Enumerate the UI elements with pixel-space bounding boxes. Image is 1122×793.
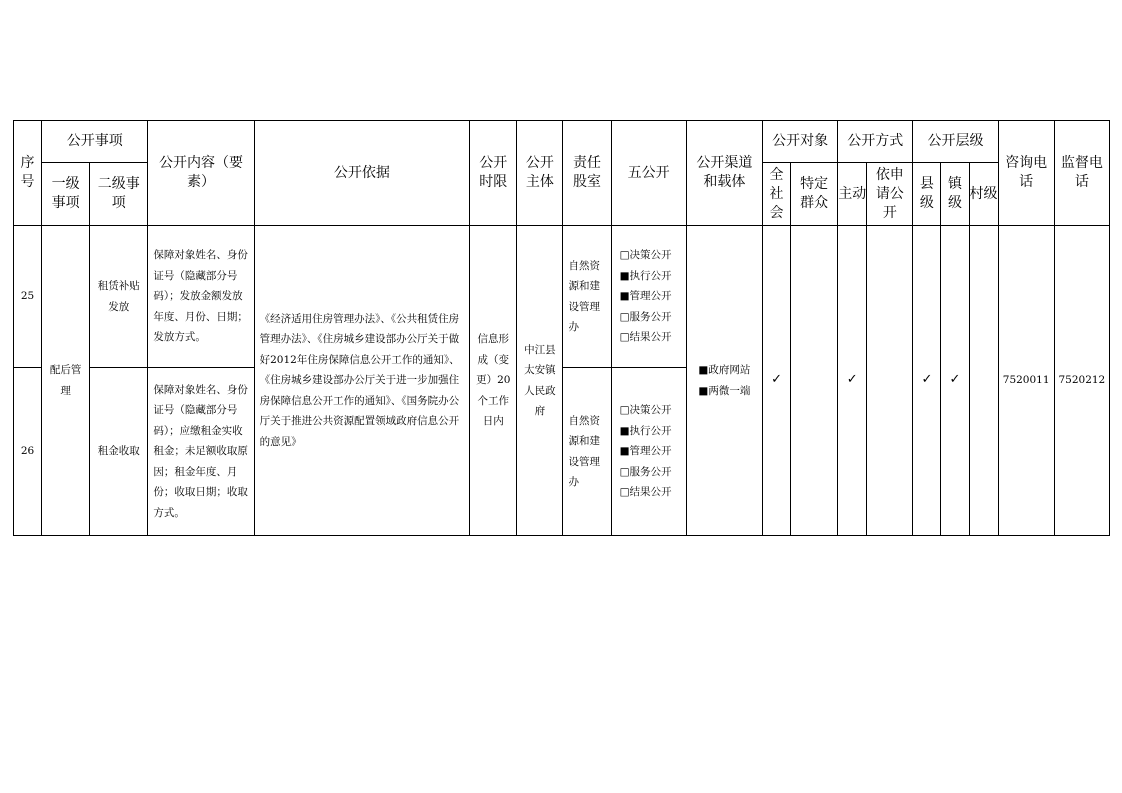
header-five: 五公开 xyxy=(611,121,686,226)
five-item: □服务公开 xyxy=(619,465,672,478)
header-basis: 公开依据 xyxy=(254,121,470,226)
row-seq: 25 xyxy=(14,226,42,368)
row-time-limit: 信息形成（变更）20个工作日内 xyxy=(470,226,517,536)
row-consult-phone: 7520011 xyxy=(998,226,1054,536)
row-supervise-phone: 7520212 xyxy=(1054,226,1109,536)
row-channel xyxy=(686,226,762,536)
check-active-icon: ✓ xyxy=(838,226,867,536)
header-town: 镇级 xyxy=(941,163,969,226)
check-county-icon: ✓ xyxy=(913,226,941,536)
header-subject: 公开主体 xyxy=(517,121,563,226)
row-level1: 配后管理 xyxy=(42,226,90,536)
header-village: 村级 xyxy=(969,163,998,226)
check-town-icon: ✓ xyxy=(941,226,969,536)
five-item: □决策公开 xyxy=(619,404,672,417)
row-level2: 租金收取 xyxy=(90,368,148,536)
cell-village xyxy=(969,226,998,536)
row-five-list xyxy=(611,226,686,368)
five-item: □结果公开 xyxy=(619,331,672,344)
row-subject: 中江县太安镇人民政府 xyxy=(517,226,563,536)
header-level: 公开层级 xyxy=(913,121,998,163)
header-level2: 二级事项 xyxy=(90,163,148,226)
header-on-request: 依申请公开 xyxy=(867,163,913,226)
header-method: 公开方式 xyxy=(838,121,913,163)
header-dept: 责任股室 xyxy=(563,121,611,226)
header-channel: 公开渠道和载体 xyxy=(686,121,762,226)
check-all-society-icon: ✓ xyxy=(762,226,790,536)
header-supervise-phone: 监督电话 xyxy=(1054,121,1109,226)
five-item: □决策公开 xyxy=(619,249,672,262)
channel-item: ■两微一端 xyxy=(698,384,751,397)
channel-item: ■政府网站 xyxy=(698,364,751,376)
five-item: ■执行公开 xyxy=(619,269,672,282)
header-all-society: 全社会 xyxy=(762,163,790,226)
five-item: ■管理公开 xyxy=(619,445,672,458)
cell-specific-group xyxy=(791,226,838,536)
header-active: 主动 xyxy=(838,163,867,226)
header-content: 公开内容（要素） xyxy=(148,121,254,226)
header-target: 公开对象 xyxy=(762,121,837,163)
row-seq: 26 xyxy=(14,368,42,536)
table-row xyxy=(14,226,1110,368)
five-item: ■执行公开 xyxy=(619,424,672,437)
row-dept: 自然资源和建设管理办 xyxy=(563,226,611,368)
five-item: ■管理公开 xyxy=(619,290,672,303)
row-basis: 《经济适用住房管理办法》、《公共租赁住房管理办法》、《住房城乡建设部办公厅关于做好2012年住房保障信息公开工作的通知》、《住房城乡建设部办公厅关于进一步加强住房保障信息公开工作的通知》、《国务院办公厅关于推进公共资源配置领域政府信息公开的意见》 xyxy=(254,226,470,536)
row-dept: 自然资源和建设管理办 xyxy=(563,368,611,536)
header-row-1 xyxy=(14,121,1110,163)
row-level2: 租赁补贴发放 xyxy=(90,226,148,368)
header-specific-group: 特定群众 xyxy=(791,163,838,226)
header-level1: 一级事项 xyxy=(42,163,90,226)
header-seq xyxy=(14,121,42,226)
header-matters: 公开事项 xyxy=(42,121,148,163)
row-five-list xyxy=(611,368,686,536)
row-content: 保障对象姓名、身份证号（隐藏部分号码）；发放金额发放年度、月份、日期；发放方式。 xyxy=(148,226,254,368)
header-time-limit: 公开时限 xyxy=(470,121,517,226)
header-consult-phone: 咨询电话 xyxy=(998,121,1054,226)
cell-on-request xyxy=(867,226,913,536)
header-county: 县级 xyxy=(913,163,941,226)
row-content: 保障对象姓名、身份证号（隐藏部分号码）；应缴租金实收租金；未足额收取原因；租金年度、月份；收取日期；收取方式。 xyxy=(148,368,254,536)
five-item: □服务公开 xyxy=(619,310,672,323)
header-seq-text: 序号 xyxy=(20,155,35,190)
disclosure-table xyxy=(13,120,1110,536)
five-item: □结果公开 xyxy=(619,486,672,499)
